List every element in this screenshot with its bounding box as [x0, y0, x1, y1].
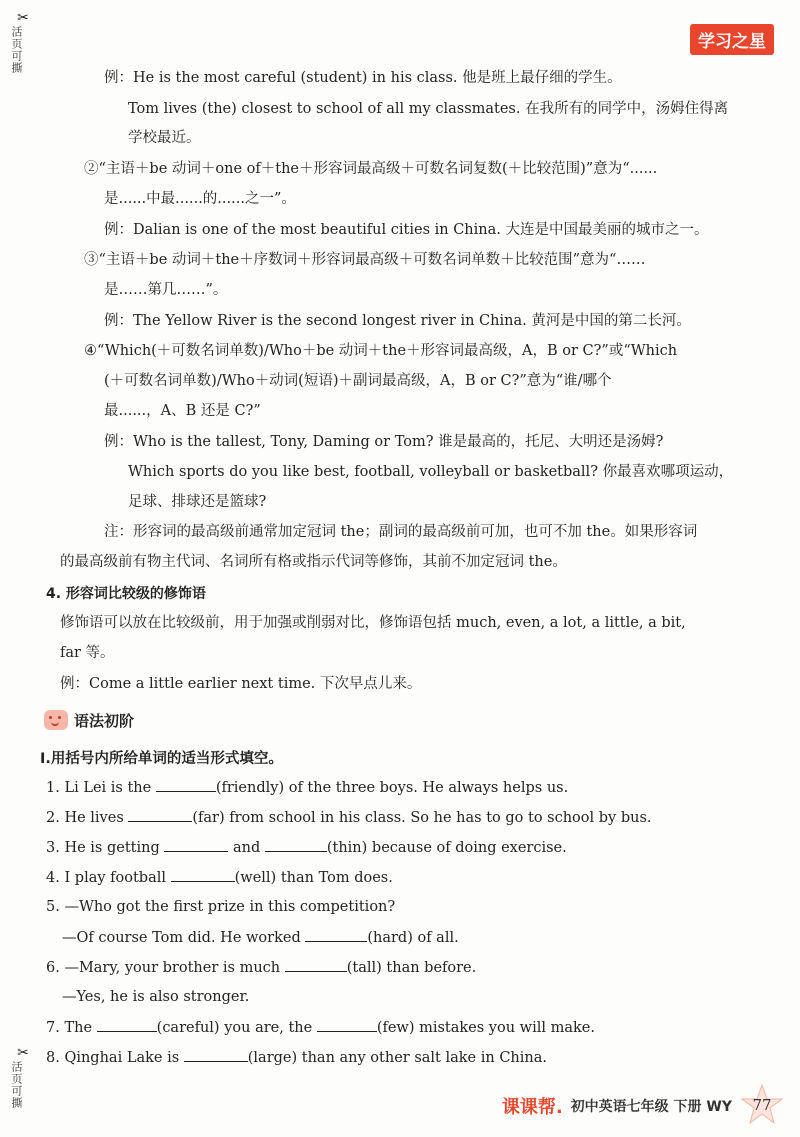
example-line: Tom lives (the) closest to school of all my classmates. 在我所有的同学中，汤姆住得离 — [128, 101, 729, 117]
rule-line: ④“Which(＋可数名词单数)/Who＋be 动词＋the＋形容词最高级，A，B or C?”或“Which — [84, 343, 678, 359]
side-tab-top-text: 活页可撕 — [10, 26, 23, 74]
page-number: 77 — [752, 1096, 772, 1114]
exercise-item: —Yes, he is also stronger. — [62, 989, 250, 1005]
rule-line: 是......中最......的......之一”。 — [104, 191, 296, 207]
exercise-item — [46, 959, 476, 976]
rule-line: ③“主语＋be 动词＋the＋序数词＋形容词最高级＋可数名词单数＋比较范围”意为“…… — [84, 252, 646, 268]
item-text: and — [232, 840, 261, 856]
exercise-item — [46, 839, 567, 856]
answer-blank[interactable] — [171, 869, 235, 882]
item-text: 8. Qinghai Lake is — [46, 1050, 180, 1066]
answer-blank[interactable] — [97, 1019, 157, 1032]
exercise-item — [46, 1049, 547, 1066]
example-line: 例：Who is the tallest, Tony, Daming or Tom? 谁是最高的，托尼、大明还是汤姆? — [104, 434, 664, 450]
subsection-heading: 4. 形容词比较级的修饰语 — [46, 586, 206, 602]
answer-blank[interactable] — [184, 1049, 248, 1062]
note-line: 的最高级前有物主代词、名词所有格或指示代词等修饰，其前不加定冠词 the。 — [60, 554, 567, 570]
rule-line: 是……第几……”。 — [104, 282, 228, 298]
scissors-icon: ✂ — [17, 10, 29, 26]
example-line: 例：He is the most careful (student) in his class. 他是班上最仔细的学生。 — [104, 70, 622, 86]
item-text: 6. —Mary, your brother is much — [46, 960, 281, 976]
exercise-item — [46, 779, 568, 796]
item-text: 4. I play football — [46, 870, 167, 886]
answer-blank[interactable] — [285, 959, 347, 972]
side-tab-top — [8, 10, 38, 74]
page-number-badge — [738, 1082, 786, 1130]
section-title: 语法初阶 — [74, 711, 135, 730]
exercise-item — [46, 809, 652, 826]
side-tab-bottom-text: 活页可撕 — [10, 1061, 23, 1109]
exercise-item — [62, 929, 459, 946]
rule-line: 最......，A、B 还是 C?” — [104, 403, 261, 419]
example-line: 例：The Yellow River is the second longest river in China. 黄河是中国的第二长河。 — [104, 313, 691, 329]
item-text: 7. The — [46, 1020, 93, 1036]
example-line: 例：Come a little earlier next time. 下次早点儿来。 — [60, 676, 422, 692]
exercise-item: 5. —Who got the first prize in this competition? — [46, 899, 396, 915]
exercise-item — [46, 1019, 595, 1036]
item-text: (far) from school in his class. So he has to go to school by bus. — [192, 810, 652, 826]
note-line: 注：形容词的最高级前通常加定冠词 the；副词的最高级前可加，也可不加 the。如果形容词 — [104, 524, 698, 540]
item-text: (well) than Tom does. — [234, 870, 393, 886]
item-text: (hard) of all. — [367, 930, 459, 946]
item-text: 2. He lives — [46, 810, 124, 826]
smiley-icon — [44, 710, 68, 730]
item-text: (few) mistakes you will make. — [376, 1020, 595, 1036]
item-text: (large) than any other salt lake in China. — [247, 1050, 547, 1066]
item-text: (thin) because of doing exercise. — [326, 840, 567, 856]
item-text: (careful) you are, the — [156, 1020, 313, 1036]
footer-logo: 课课帮. — [501, 1097, 563, 1118]
item-text: (tall) than before. — [346, 960, 477, 976]
answer-blank[interactable] — [265, 839, 327, 852]
example-line: Which sports do you like best, football, volleyball or basketball? 你最喜欢哪项运动， — [128, 464, 734, 480]
item-text: 1. Li Lei is the — [46, 780, 152, 796]
body-line: 修饰语可以放在比较级前，用于加强或削弱对比，修饰语包括 much, even, a lot, a little, a bit, — [60, 615, 686, 631]
answer-blank[interactable] — [305, 929, 367, 942]
page-footer — [502, 1082, 786, 1130]
example-line: 学校最近。 — [128, 130, 201, 146]
section-header — [44, 706, 134, 734]
item-text: —Of course Tom did. He worked — [62, 930, 301, 946]
example-line: 例：Dalian is one of the most beautiful cities in China. 大连是中国最美丽的城市之一。 — [104, 222, 709, 238]
rule-line: ②“主语＋be 动词＋one of＋the＋形容词最高级＋可数名词复数(＋比较范围)”意为“...... — [84, 161, 658, 177]
body-line: far 等。 — [60, 645, 115, 661]
example-line: 足球、排球还是篮球? — [128, 494, 267, 510]
item-text: 3. He is getting — [46, 840, 160, 856]
answer-blank[interactable] — [128, 809, 192, 822]
scissors-icon: ✂ — [17, 1045, 29, 1061]
item-text: (friendly) of the three boys. He always helps us. — [215, 780, 569, 796]
answer-blank[interactable] — [317, 1019, 377, 1032]
rule-line: (＋可数名词单数)/Who＋动词(短语)＋副词最高级，A，B or C?”意为“谁/哪个 — [104, 373, 612, 389]
side-tab-bottom — [8, 1045, 38, 1109]
exercise-title: Ⅰ.用括号内所给单词的适当形式填空。 — [40, 751, 283, 767]
answer-blank[interactable] — [164, 839, 228, 852]
brand-logo: 学习之星 — [690, 24, 774, 55]
exercise-item — [46, 869, 393, 886]
footer-book-title: 初中英语七年级 下册 WY — [570, 1099, 732, 1115]
answer-blank[interactable] — [156, 779, 216, 792]
